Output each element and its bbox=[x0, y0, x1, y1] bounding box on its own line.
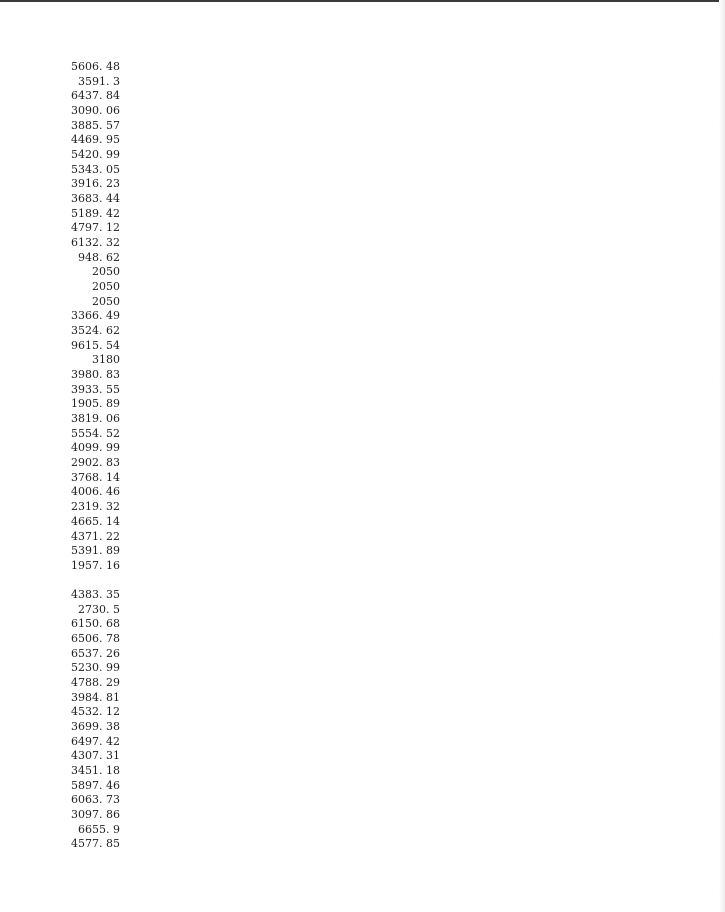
page-edge-shadow bbox=[719, 0, 725, 912]
top-border bbox=[0, 0, 725, 2]
number-cell: 3980. 83 bbox=[71, 368, 120, 382]
number-cell: 2319. 32 bbox=[71, 500, 120, 514]
number-cell: 3683. 44 bbox=[71, 192, 120, 206]
number-cell: 2050 bbox=[92, 280, 120, 294]
number-cell: 2050 bbox=[92, 294, 120, 308]
number-cell: 4371. 22 bbox=[71, 529, 120, 543]
number-cell: 3699. 38 bbox=[71, 720, 120, 734]
number-cell: 2730. 5 bbox=[78, 602, 120, 616]
number-cell: 3916. 23 bbox=[71, 177, 120, 191]
number-cell: 4006. 46 bbox=[71, 485, 120, 499]
number-cell: 2050 bbox=[92, 265, 120, 279]
number-cell: 948. 62 bbox=[78, 250, 120, 264]
number-cell: 9615. 54 bbox=[71, 338, 120, 352]
number-cell: 6506. 78 bbox=[71, 632, 120, 646]
number-cell: 3097. 86 bbox=[71, 808, 120, 822]
number-cell: 5189. 42 bbox=[71, 206, 120, 220]
number-cell: 6655. 9 bbox=[78, 822, 120, 836]
number-cell: 4577. 85 bbox=[71, 837, 120, 851]
number-cell: 6132. 32 bbox=[71, 236, 120, 250]
number-cell: 4099. 99 bbox=[71, 441, 120, 455]
number-cell: 2902. 83 bbox=[71, 456, 120, 470]
number-cell: 3180 bbox=[92, 353, 120, 367]
number-cell: 3524. 62 bbox=[71, 324, 120, 338]
number-cell: 5554. 52 bbox=[71, 426, 120, 440]
number-cell: 5230. 99 bbox=[71, 661, 120, 675]
number-cell: 5391. 89 bbox=[71, 544, 120, 558]
number-cell: 1957. 16 bbox=[71, 558, 120, 572]
number-cell: 3451. 18 bbox=[71, 764, 120, 778]
number-cell: 3885. 57 bbox=[71, 118, 120, 132]
number-cell: 6437. 84 bbox=[71, 89, 120, 103]
number-cell: 6537. 26 bbox=[71, 646, 120, 660]
number-cell: 3768. 14 bbox=[71, 470, 120, 484]
number-cell: 3819. 06 bbox=[71, 412, 120, 426]
number-cell: 4383. 35 bbox=[71, 588, 120, 601]
number-cell: 5420. 99 bbox=[71, 148, 120, 162]
number-cell: 5343. 05 bbox=[71, 162, 120, 176]
number-cell: 3591. 3 bbox=[78, 74, 120, 88]
number-cell: 4307. 31 bbox=[71, 749, 120, 763]
number-cell: 1905. 89 bbox=[71, 397, 120, 411]
number-column-block-1 bbox=[40, 60, 120, 574]
number-cell: 3090. 06 bbox=[71, 104, 120, 118]
number-column-block-2 bbox=[40, 588, 120, 852]
number-cell: 4532. 12 bbox=[71, 705, 120, 719]
number-cell: 3984. 81 bbox=[71, 690, 120, 704]
number-cell: 6063. 73 bbox=[71, 793, 120, 807]
number-cell: 4788. 29 bbox=[71, 676, 120, 690]
number-cell: 3366. 49 bbox=[71, 309, 120, 323]
number-cell: 6497. 42 bbox=[71, 734, 120, 748]
number-cell: 4797. 12 bbox=[71, 221, 120, 235]
number-cell: 5897. 46 bbox=[71, 778, 120, 792]
number-cell: 4665. 14 bbox=[71, 514, 120, 528]
number-cell: 6150. 68 bbox=[71, 617, 120, 631]
number-cell: 4469. 95 bbox=[71, 133, 120, 147]
number-cell: 5606. 48 bbox=[71, 60, 120, 73]
number-cell: 3933. 55 bbox=[71, 382, 120, 396]
